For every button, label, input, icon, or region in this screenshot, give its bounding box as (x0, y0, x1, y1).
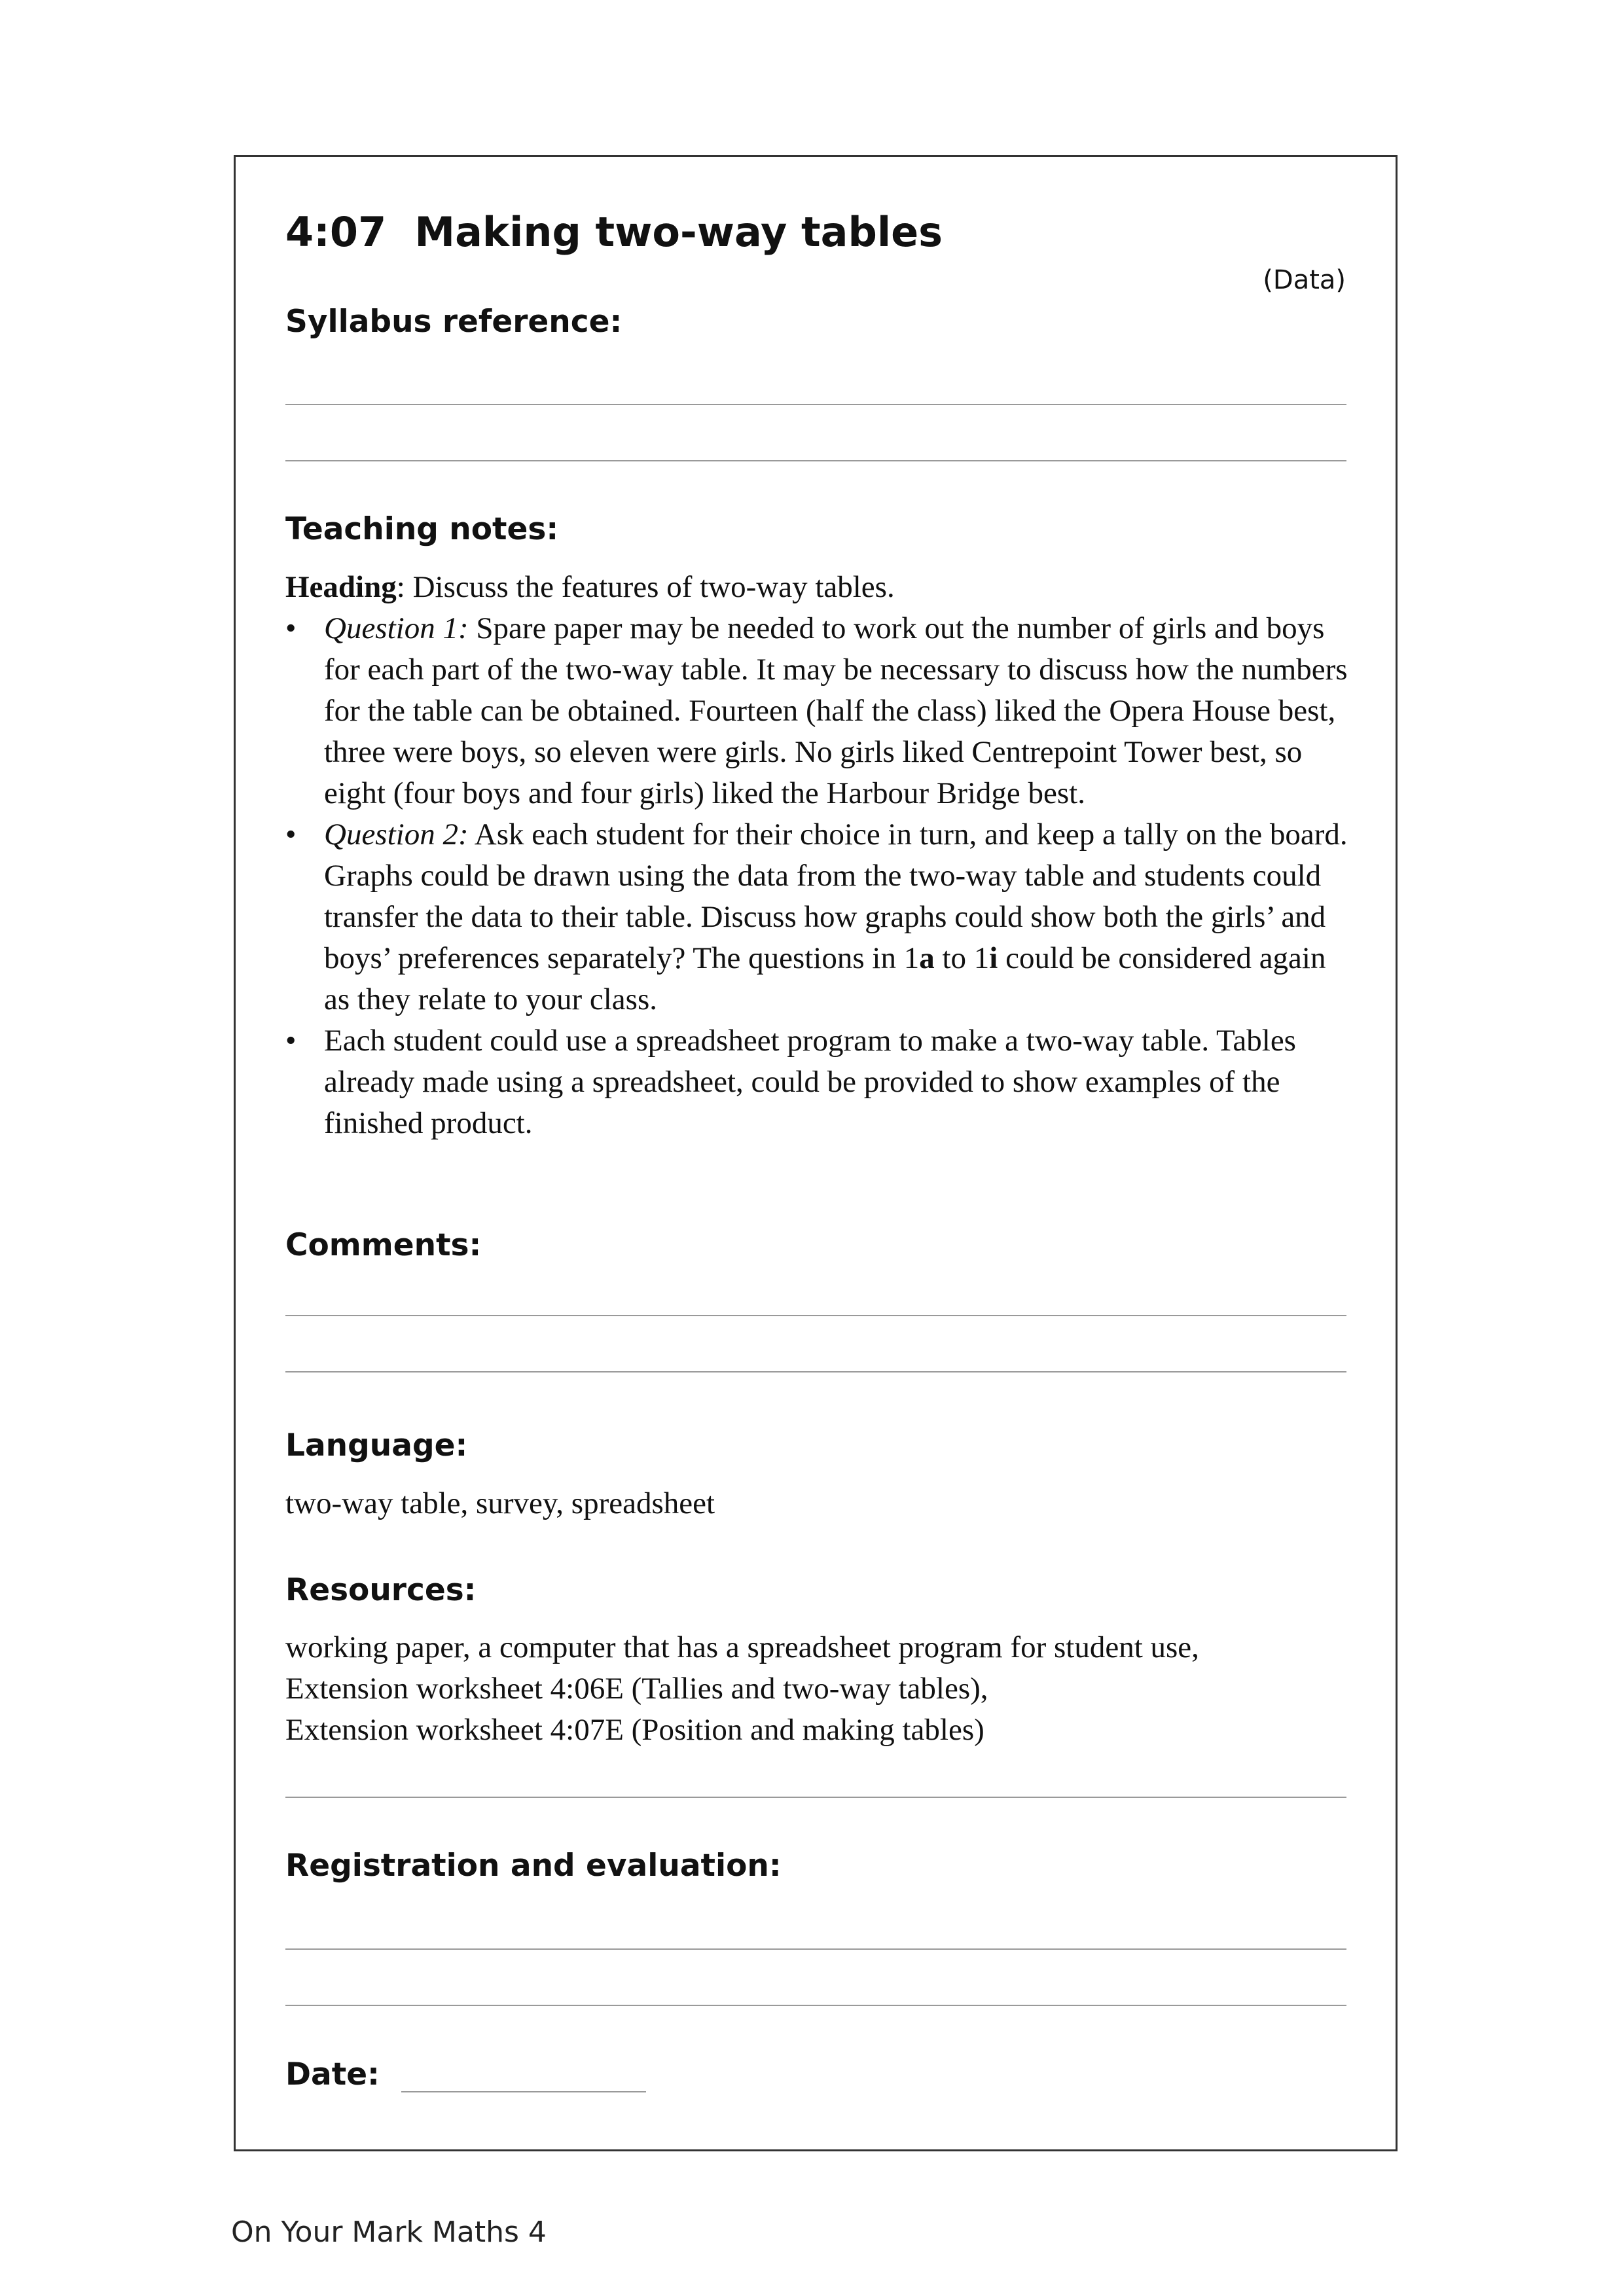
teaching-bullets (285, 608, 1349, 1144)
registration-line-2 (285, 2005, 1346, 2006)
lesson-title: Making two-way tables (414, 208, 943, 256)
comments-heading: Comments: (285, 1227, 482, 1263)
intro-bold: Heading (285, 570, 397, 604)
resource-line: working paper, a computer that has a spreadsheet program for student use, (285, 1630, 1199, 1664)
strand-label: (Data) (1263, 265, 1346, 295)
question-part-i: i (989, 941, 998, 975)
bullet-label: Question 2: (324, 817, 469, 852)
resources-heading: Resources: (285, 1572, 477, 1608)
resource-line: Extension worksheet 4:06E (Tallies and two-way tables), (285, 1672, 988, 1706)
teaching-notes-body (285, 567, 1349, 1144)
syllabus-line-1 (285, 404, 1346, 405)
bullet-text: to 1 (934, 941, 990, 975)
bullet-dot: • (285, 1024, 297, 1058)
resources-text (285, 1627, 1349, 1751)
comments-line-1 (285, 1315, 1346, 1316)
language-heading: Language: (285, 1427, 468, 1463)
syllabus-heading: Syllabus reference: (285, 304, 623, 340)
bullet-spreadsheet (285, 1020, 1349, 1144)
question-part-a: a (919, 941, 935, 975)
bullet-question-1 (285, 608, 1349, 814)
bullet-dot: • (285, 817, 297, 852)
language-text: two-way table, survey, spreadsheet (285, 1486, 715, 1520)
syllabus-line-2 (285, 460, 1346, 461)
teaching-notes-heading: Teaching notes: (285, 511, 559, 547)
teaching-intro (285, 567, 1349, 608)
lesson-number: 4:07 (285, 208, 387, 256)
bullet-text: Ask each student for their choice in turn, and keep a tally on the board. Graphs could be drawn using the data from the two-way table and students could transfer the data to their table. Discuss how graphs could show both the girls’ and boys’ preferences separately? The questions in 1 (324, 817, 1348, 975)
resources-line (285, 1797, 1346, 1798)
bullet-text: Each student could use a spreadsheet program to make a two-way table. Tables already made using a spreadsheet, could be provided to show examples of the finished product. (324, 1024, 1296, 1140)
comments-line-2 (285, 1371, 1346, 1372)
bullet-dot: • (285, 611, 297, 645)
registration-heading: Registration and evaluation: (285, 1848, 782, 1884)
resource-line: Extension worksheet 4:07E (Position and making tables) (285, 1713, 984, 1747)
bullet-text: Spare paper may be needed to work out the number of girls and boys for each part of the two-way table. It may be necessary to discuss how the numbers for the table can be obtained. Fourteen (half the class) liked the Opera House best, three were boys, so eleven were girls. No girls liked Centrepoint Tower best, so eight (four boys and four girls) liked the Harbour Bridge best. (324, 611, 1348, 810)
bullet-label: Question 1: (324, 611, 469, 645)
bullet-text: could be considered again as they relate to your class. (324, 941, 1326, 1016)
date-line (401, 2091, 646, 2092)
intro-text: : Discuss the features of two-way tables. (396, 570, 895, 604)
footer-text: On Your Mark Maths 4 (231, 2215, 547, 2249)
page-title (285, 208, 943, 256)
date-label: Date: (285, 2056, 380, 2092)
registration-line-1 (285, 1948, 1346, 1950)
bullet-question-2 (285, 814, 1349, 1020)
